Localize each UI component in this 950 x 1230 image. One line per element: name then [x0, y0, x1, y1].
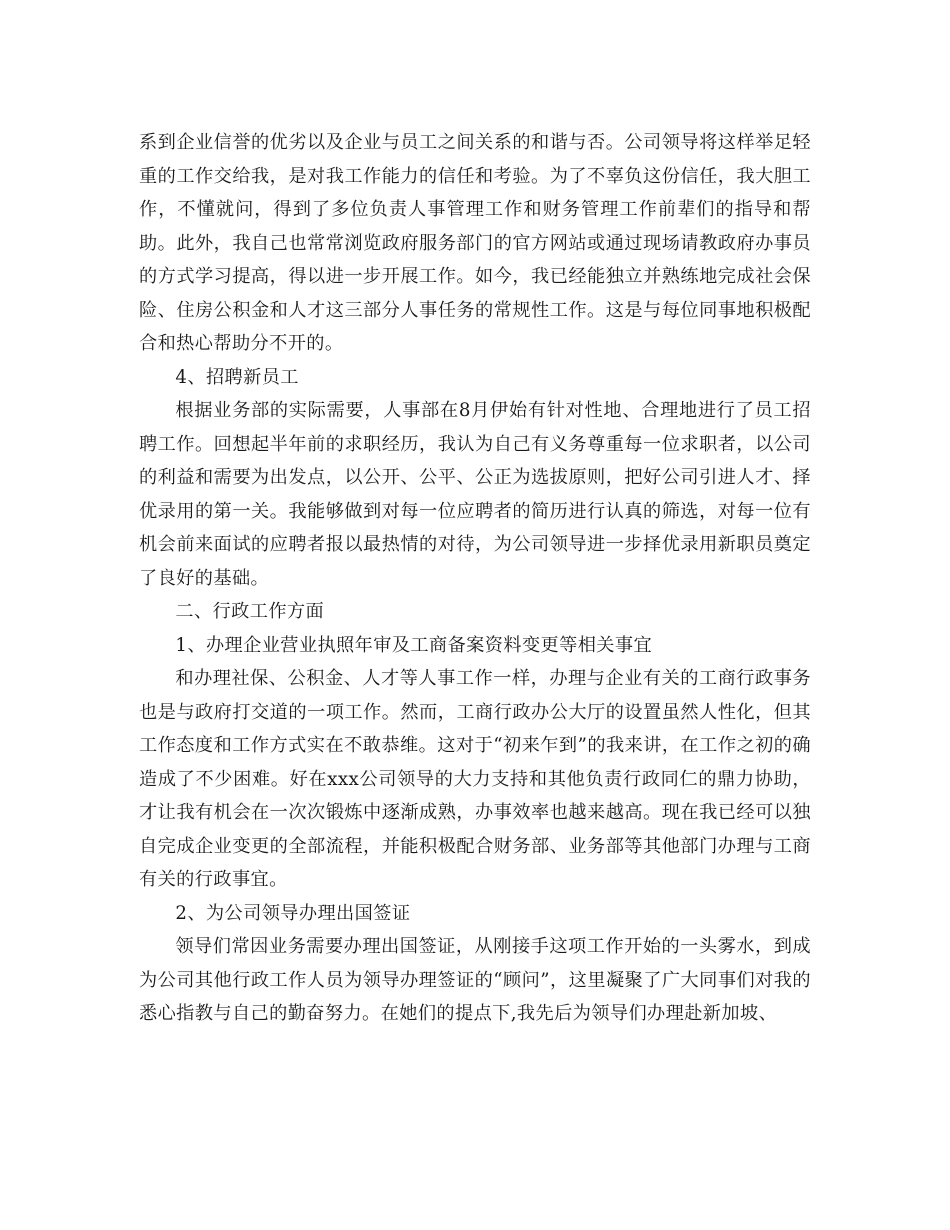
heading-recruit-new-staff: 4、招聘新员工: [175, 366, 299, 388]
paragraph-social-insurance-continued: 系到企业信誉的优劣以及企业与员工之间关系的和谐与否。公司领导将这样举足轻重的工作交给我，是对我工作能力的信任和考验。为了不辜负这份信任，我大胆工作，不懂就问，得到了多位负责人事管理工作和财务管理工作前辈们的指导和帮助。此外，我自己也常常浏览政府服务部门的官方网站或通过现场请教政府办事员的方式学习提高，得以进一步开展工作。如今，我已经能独立并熟练地完成社会保险、住房公积金和人才这三部分人事任务的常规性工作。这是与每位同事地积极配合和热心帮助分不开的。: [139, 132, 811, 354]
paragraph-recruitment: 根据业务部的实际需要，人事部在8月伊始有针对性地、合理地进行了员工招聘工作。回想起半年前的求职经历，我认为自己有义务尊重每一位求职者，以公司的利益和需要为出发点，以公开、公平、公正为选拔原则，把好公司引进人才、择优录用的第一关。我能够做到对每一位应聘者的简历进行认真的筛选，对每一位有机会前来面试的应聘者报以最热情的对待，为公司领导进一步择优录用新职员奠定了良好的基础。: [139, 400, 811, 589]
paragraph-business-affairs: 和办理社保、公积金、人才等人事工作一样，办理与企业有关的工商行政事务也是与政府打交道的一项工作。然而，工商行政办公大厅的设置虽然人性化，但其工作态度和工作方式实在不敢恭维。这对于“初来乍到”的我来讲，在工作之初的确造成了不少困难。好在xxx公司领导的大力支持和其他负责行政同仁的鼎力协助，才让我有机会在一次次锻炼中逐渐成熟，办事效率也越来越高。现在我已经可以独自完成企业变更的全部流程，并能积极配合财务部、业务部等其他部门办理与工商有关的行政事宜。: [139, 668, 811, 890]
heading-business-license: 1、办理企业营业执照年审及工商备案资料变更等相关事宜: [175, 634, 653, 656]
heading-visa-processing: 2、为公司领导办理出国签证: [175, 902, 411, 924]
document-body: [139, 126, 811, 1031]
heading-administrative-work: 二、行政工作方面: [175, 601, 325, 622]
paragraph-visa: 领导们常因业务需要办理出国签证，从刚接手这项工作开始的一头雾水，到成为公司其他行政工作人员为领导办理签证的“顾问”，这里凝聚了广大同事们对我的悉心指教与自己的勤奋努力。在她们的提点下,我先后为领导们办理赴新加坡、: [139, 936, 811, 1024]
